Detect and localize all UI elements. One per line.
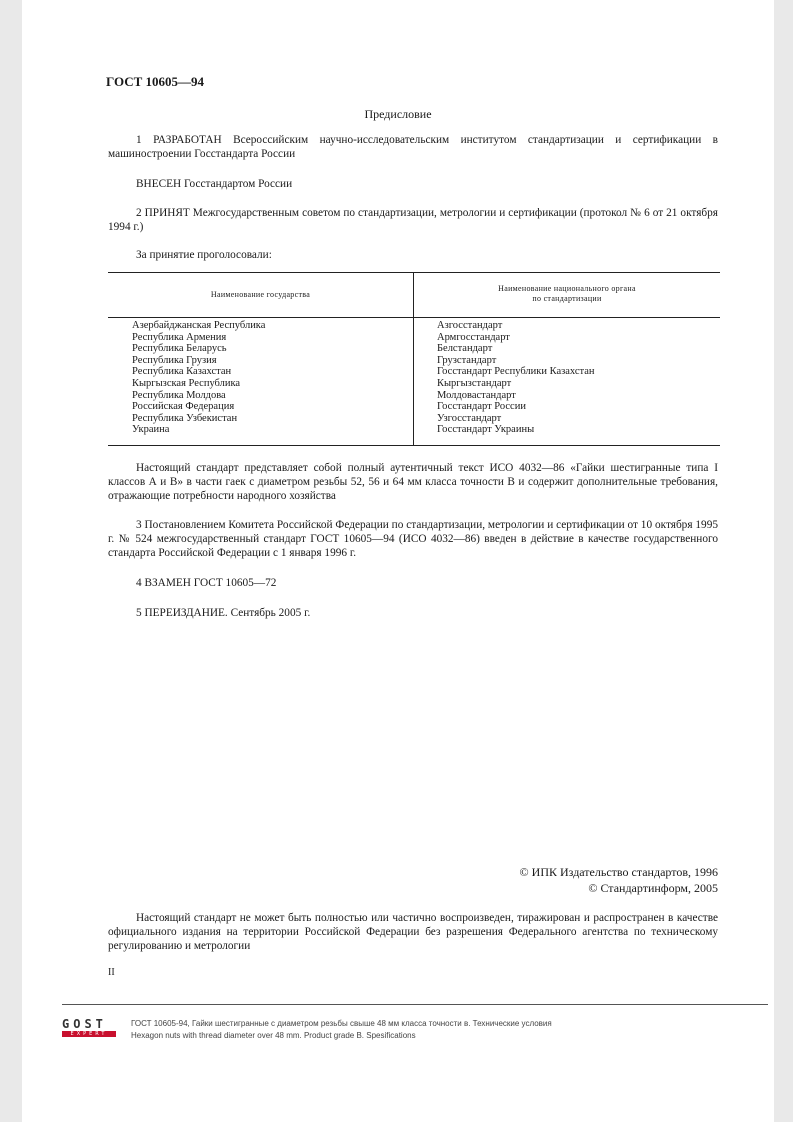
paragraph-reissue: 5 ПЕРЕИЗДАНИЕ. Сентябрь 2005 г.: [136, 607, 311, 619]
gost-expert-logo: GOST EXPERT: [62, 1018, 120, 1040]
table-cell-state: Республика Армения: [132, 331, 227, 343]
table-cell-body: Кыргызстандарт: [437, 377, 512, 389]
table-cell-body: Госстандарт Украины: [437, 424, 535, 436]
table-cell-state: Украина: [132, 424, 170, 436]
paragraph-iso-text: Настоящий стандарт представляет собой полный аутентичный текст ИСО 4032—86 «Гайки шестигранные типа I классов А и В» в части гаек с диаметром резьбы 52, 56 и 64 мм класса точности В и содержит дополнительные требования, отражающие потребности народного хозяйства: [108, 462, 718, 502]
table-cell-body: Азгосстандарт: [437, 320, 503, 331]
footer-title-ru: ГОСТ 10605-94, Гайки шестигранные с диаметром резьбы свыше 48 мм класса точности в. Технические условия: [131, 1019, 552, 1028]
table-header-divider: [108, 317, 720, 318]
copyright-ipk: © ИПК Издательство стандартов, 1996: [519, 865, 718, 879]
table-cell-body: Молдовастандарт: [437, 389, 516, 401]
document-page: [22, 0, 774, 1122]
table-cell-body: Госстандарт Республики Казахстан: [437, 366, 595, 378]
table-cell-state: Республика Молдова: [132, 389, 226, 401]
table-cell-body: Белстандарт: [437, 343, 493, 355]
table-cell-state: Республика Грузия: [132, 354, 217, 366]
paragraph-replaces: 4 ВЗАМЕН ГОСТ 10605—72: [136, 577, 277, 589]
table-header-state: Наименование государства: [210, 290, 311, 299]
table-cell-state: Азербайджанская Республика: [132, 320, 266, 331]
table-cell-body: Госстандарт России: [437, 401, 526, 413]
paragraph-notice: Настоящий стандарт не может быть полностью или частично воспроизведен, тиражирован и распространен в качестве официального издания на территории Российской Федерации без разрешения Федерального агентства по техническому регулированию и метрологии: [108, 912, 718, 952]
document-code: ГОСТ 10605—94: [106, 74, 205, 89]
table-column-states: [132, 320, 265, 436]
footer-title-en: Hexagon nuts with thread diameter over 48 mm. Product grade B. Spesifications: [131, 1031, 416, 1040]
voting-table: [108, 272, 720, 446]
paragraph-developed: 1 РАЗРАБОТАН Всероссийским научно-исследовательским институтом стандартизации и сертификации в машиностроении Госстандарта России: [108, 134, 718, 160]
table-cell-body: Грузстандарт: [437, 354, 497, 366]
table-cell-body: Узгосстандарт: [437, 412, 502, 424]
footer-divider: [62, 1004, 768, 1005]
table-cell-body: Армгосстандарт: [437, 331, 510, 343]
paragraph-adopted: 2 ПРИНЯТ Межгосударственным советом по стандартизации, метрологии и сертификации (протокол № 6 от 21 октября 1994 г.): [108, 207, 718, 233]
paragraph-resolution: 3 Постановлением Комитета Российской Федерации по стандартизации, метрологии и сертификации от 10 октября 1995 г. № 524 межгосударственный стандарт ГОСТ 10605—94 (ИСО 4032—86) введен в действие в качестве государственного стандарта Российской Федерации с 1 января 1996 г.: [108, 519, 718, 559]
table-header-body: Наименование национального органа по стандартизации: [498, 284, 636, 303]
table-cell-state: Республика Беларусь: [132, 343, 227, 355]
preface-title: Предисловие: [364, 107, 432, 121]
footer-info: [131, 1018, 552, 1042]
paragraph-submitted: ВНЕСЕН Госстандартом России: [136, 178, 293, 190]
page-number: II: [108, 967, 115, 978]
table-cell-state: Республика Узбекистан: [132, 412, 238, 424]
copyright-standartinform: © Стандартинформ, 2005: [588, 881, 718, 895]
table-cell-state: Российская Федерация: [132, 401, 235, 413]
table-column-bodies: [437, 320, 595, 436]
table-cell-state: Кыргызская Республика: [132, 377, 241, 389]
voted-label: За принятие проголосовали:: [136, 249, 272, 261]
table-cell-state: Республика Казахстан: [132, 366, 232, 378]
